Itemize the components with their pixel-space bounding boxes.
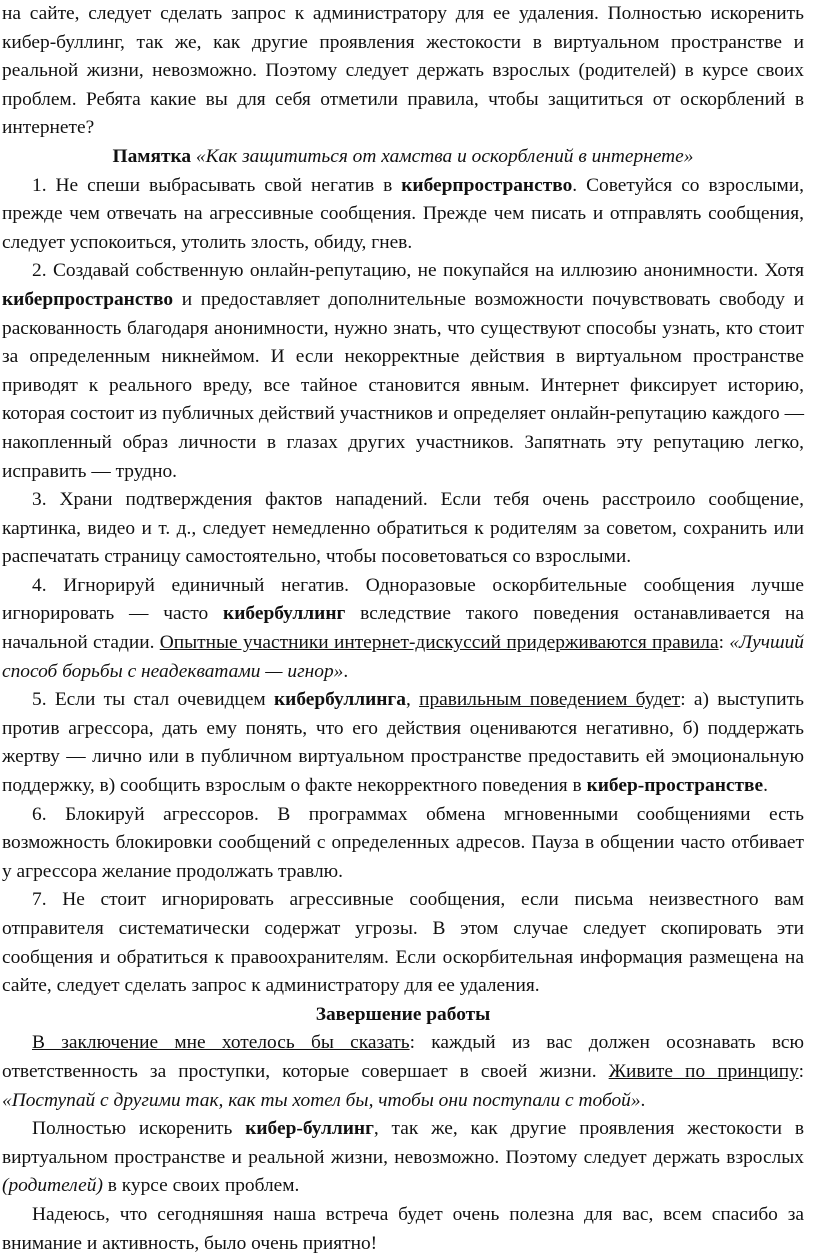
final-1-text-end: в курсе своих проблем. [102, 1175, 300, 1197]
rule-4-text: 4. Игнорируй единичный негатив. Одноразовые оскорбительные сообщения лучше игнорировать — часто [2, 574, 804, 625]
final-2-text: Надеюсь, что сегодняшняя наша встреча будет очень полезна для вас, всем спасибо за внимание и активность, было очень приятно! [2, 1203, 804, 1254]
memo-label: Памятка [112, 145, 192, 167]
memo-heading [2, 143, 804, 172]
final-1-parents: (родителей) [2, 1175, 103, 1197]
rule-4-term: кибербуллинг [223, 603, 346, 625]
rule-2 [2, 257, 804, 486]
final-1-term: кибер-буллинг [245, 1118, 374, 1140]
conclusion-principle: Живите по принципу [608, 1060, 799, 1082]
rule-2-text-end: и предоставляет дополнительные возможности почувствовать свободу и раскованность благодаря анонимности, нужно знать, что существуют способы узнать, кто стоит за определенным никнеймом. И если некорректные действия в виртуальном пространстве приводят к реального вреду, все тайное становится явным. Интернет фиксирует историю, которая состоит из публичных действий участников и определяет онлайн-репутацию каждого — накопленный образ личности в глазах других участников. Запятнать эту репутацию легко, исправить — трудно. [2, 288, 804, 482]
conclusion-colon: : [798, 1060, 804, 1082]
conclusion-quote: «Поступай с другими так, как ты хотел бы, чтобы они поступали с тобой» [2, 1089, 641, 1111]
final-1-text-mid: , так же, как другие проявления жестокости в виртуальном пространстве и реальной жизни, невозможно. Поэтому следует держать взрослых [2, 1118, 804, 1168]
rule-6-text: 6. Блокируй агрессоров. В программах обмена мгновенными сообщениями есть возможность блокировки сообщений с определенных адресов. Пауза в общении часто отбивает у агрессора желание продолжать травлю. [2, 803, 804, 882]
rule-5-term-2: кибер-пространстве [586, 775, 764, 797]
conclusion-text: : каждый из вас должен осознавать всю ответственность за проступки, которые совершает в своей жизни. [2, 1032, 804, 1082]
conclusion-title: Завершение работы [315, 1003, 491, 1025]
conclusion-underlined: В заключение мне хотелось бы сказать [32, 1032, 410, 1054]
rule-5-period: . [763, 775, 768, 797]
rule-4-text-mid: вследствие такого поведения останавливается на начальной стадии. [2, 603, 804, 654]
rule-5-text: 5. Если ты стал очевидцем [32, 689, 274, 711]
rule-7-text: 7. Не стоит игнорировать агрессивные сообщения, если письма неизвестного вам отправителя систематически содержат угрозы. В этом случае следует скопировать эти сообщения и обратиться к правоохранителям. Если оскорбительная информация размещена на сайте, следует сделать запрос к администратору для ее удаления. [2, 889, 804, 997]
rule-1-text-end: . Советуйся со взрослыми, прежде чем отвечать на агрессивные сообщения. Прежде чем писать и отправлять сообщения, следует успокоиться, утолить злость, обиду, гнев. [2, 174, 804, 253]
rule-2-term: киберпространство [2, 288, 174, 310]
intro-paragraph [2, 0, 804, 143]
rule-2-text: 2. Создавай собственную онлайн-репутацию, не покупайся на иллюзию анонимности. Хотя [32, 260, 804, 282]
conclusion-paragraph [2, 1029, 804, 1115]
rule-4-quote: «Лучший способ борьбы с неадекватами — игнор» [2, 632, 804, 682]
intro-text: на сайте, следует сделать запрос к администратору для ее удаления. Полностью искоренить кибер-буллинг, так же, как другие проявления жестокости в виртуальном пространстве и реальной жизни, невозможно. Поэтому следует держать взрослых (родителей) в курсе своих проблем. Ребята какие вы для себя отметили правила, чтобы защититься от оскорблений в интернете? [2, 3, 804, 139]
rule-4 [2, 572, 804, 686]
rule-3 [2, 486, 804, 572]
rule-4-period: . [343, 660, 349, 682]
final-1-text: Полностью искоренить [32, 1118, 246, 1140]
final-paragraph-1 [2, 1115, 804, 1201]
final-paragraph-2 [2, 1201, 804, 1258]
rule-5-term: кибербуллинга [273, 689, 406, 711]
conclusion-heading [2, 1001, 804, 1030]
rule-5 [2, 686, 804, 800]
conclusion-period: . [640, 1089, 646, 1111]
memo-title: «Как защититься от хамства и оскорблений в интернете» [191, 145, 694, 167]
rule-1 [2, 172, 804, 258]
rule-7 [2, 886, 804, 1000]
rule-5-comma: , [405, 689, 420, 711]
rule-1-text: 1. Не спеши выбрасывать свой негатив в [32, 174, 402, 196]
rule-1-term: киберпространство [401, 174, 573, 196]
rule-6 [2, 801, 804, 887]
rule-4-colon: : [718, 632, 730, 654]
rule-4-underlined: Опытные участники интернет-дискуссий придерживаются правила [159, 632, 719, 654]
rule-3-text: 3. Храни подтверждения фактов нападений. Если тебя очень расстроило сообщение, картинка, видео и т. д., следует немедленно обратиться к родителям за советом, сохранить или распечатать страницу самостоятельно, чтобы посоветоваться со взрослыми. [2, 489, 804, 568]
rule-5-underlined: правильным поведением будет [419, 689, 681, 711]
rule-5-text-mid: : а) выступить против агрессора, дать ему понять, что его действия оцениваются негативно, б) поддержать жертву — лично или в публичном виртуальном пространстве предоставить ей эмоциональную поддержку, в) сообщить взрослым о факте некорректного поведения в [2, 689, 804, 797]
